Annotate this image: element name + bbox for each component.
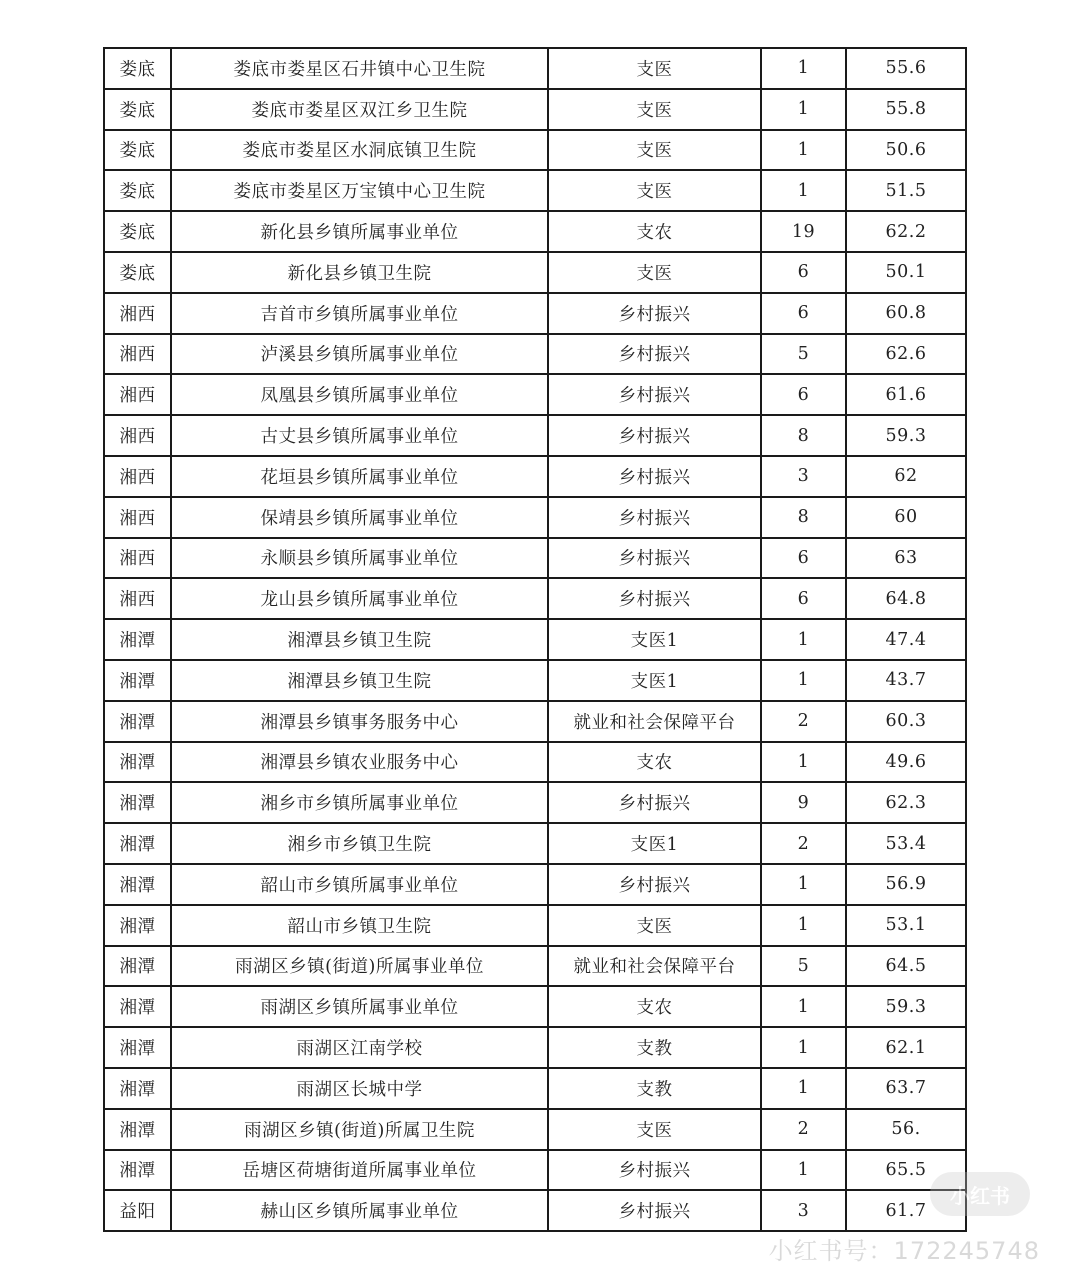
region-cell: 湘潭 bbox=[104, 864, 171, 905]
region-cell: 湘潭 bbox=[104, 1027, 171, 1068]
count-cell: 8 bbox=[761, 415, 846, 456]
score-cell: 62.2 bbox=[846, 211, 966, 252]
position-cell: 支医 bbox=[548, 130, 761, 171]
position-cell: 乡村振兴 bbox=[548, 864, 761, 905]
table-row bbox=[104, 293, 966, 334]
region-cell: 湘潭 bbox=[104, 905, 171, 946]
region-cell: 益阳 bbox=[104, 1190, 171, 1231]
region-cell: 湘潭 bbox=[104, 701, 171, 742]
unit-cell: 吉首市乡镇所属事业单位 bbox=[171, 293, 548, 334]
unit-cell: 娄底市娄星区万宝镇中心卫生院 bbox=[171, 170, 548, 211]
position-cell: 支农 bbox=[548, 742, 761, 783]
unit-cell: 湘潭县乡镇农业服务中心 bbox=[171, 742, 548, 783]
unit-cell: 韶山市乡镇所属事业单位 bbox=[171, 864, 548, 905]
count-cell: 6 bbox=[761, 578, 846, 619]
region-cell: 娄底 bbox=[104, 252, 171, 293]
score-cell: 56.9 bbox=[846, 864, 966, 905]
unit-cell: 新化县乡镇所属事业单位 bbox=[171, 211, 548, 252]
table-row bbox=[104, 211, 966, 252]
count-cell: 8 bbox=[761, 497, 846, 538]
score-cell: 50.1 bbox=[846, 252, 966, 293]
count-cell: 1 bbox=[761, 89, 846, 130]
unit-cell: 花垣县乡镇所属事业单位 bbox=[171, 456, 548, 497]
count-cell: 3 bbox=[761, 456, 846, 497]
count-cell: 6 bbox=[761, 293, 846, 334]
table-row bbox=[104, 578, 966, 619]
table-row bbox=[104, 1190, 966, 1231]
score-cell: 59.3 bbox=[846, 986, 966, 1027]
table-row bbox=[104, 48, 966, 89]
count-cell: 1 bbox=[761, 1027, 846, 1068]
score-cell: 60.3 bbox=[846, 701, 966, 742]
count-cell: 1 bbox=[761, 1068, 846, 1109]
position-cell: 乡村振兴 bbox=[548, 538, 761, 579]
region-cell: 娄底 bbox=[104, 48, 171, 89]
table-row bbox=[104, 782, 966, 823]
position-cell: 乡村振兴 bbox=[548, 415, 761, 456]
region-cell: 湘潭 bbox=[104, 946, 171, 987]
unit-cell: 古丈县乡镇所属事业单位 bbox=[171, 415, 548, 456]
table-row bbox=[104, 823, 966, 864]
count-cell: 2 bbox=[761, 823, 846, 864]
table-row bbox=[104, 1068, 966, 1109]
region-cell: 湘潭 bbox=[104, 742, 171, 783]
table-row bbox=[104, 1027, 966, 1068]
score-cell: 51.5 bbox=[846, 170, 966, 211]
position-cell: 乡村振兴 bbox=[548, 1150, 761, 1191]
region-cell: 湘西 bbox=[104, 538, 171, 579]
table-row bbox=[104, 252, 966, 293]
position-cell: 乡村振兴 bbox=[548, 497, 761, 538]
count-cell: 2 bbox=[761, 1109, 846, 1150]
count-cell: 1 bbox=[761, 170, 846, 211]
unit-cell: 新化县乡镇卫生院 bbox=[171, 252, 548, 293]
region-cell: 娄底 bbox=[104, 130, 171, 171]
table-row bbox=[104, 374, 966, 415]
results-table-body bbox=[104, 48, 966, 1231]
position-cell: 支教 bbox=[548, 1068, 761, 1109]
count-cell: 1 bbox=[761, 905, 846, 946]
table-row bbox=[104, 946, 966, 987]
position-cell: 乡村振兴 bbox=[548, 334, 761, 375]
region-cell: 娄底 bbox=[104, 170, 171, 211]
count-cell: 1 bbox=[761, 864, 846, 905]
position-cell: 支医 bbox=[548, 89, 761, 130]
table-row bbox=[104, 619, 966, 660]
count-cell: 9 bbox=[761, 782, 846, 823]
table-row bbox=[104, 986, 966, 1027]
table-row bbox=[104, 1150, 966, 1191]
results-table bbox=[103, 47, 967, 1232]
score-cell: 60.8 bbox=[846, 293, 966, 334]
position-cell: 支医1 bbox=[548, 619, 761, 660]
table-row bbox=[104, 89, 966, 130]
region-cell: 湘西 bbox=[104, 456, 171, 497]
score-cell: 61.6 bbox=[846, 374, 966, 415]
unit-cell: 赫山区乡镇所属事业单位 bbox=[171, 1190, 548, 1231]
count-cell: 1 bbox=[761, 1150, 846, 1191]
unit-cell: 娄底市娄星区水洞底镇卫生院 bbox=[171, 130, 548, 171]
count-cell: 3 bbox=[761, 1190, 846, 1231]
score-cell: 63.7 bbox=[846, 1068, 966, 1109]
score-cell: 59.3 bbox=[846, 415, 966, 456]
position-cell: 支医1 bbox=[548, 823, 761, 864]
position-cell: 支医 bbox=[548, 48, 761, 89]
table-row bbox=[104, 334, 966, 375]
position-cell: 支农 bbox=[548, 986, 761, 1027]
unit-cell: 湘乡市乡镇卫生院 bbox=[171, 823, 548, 864]
region-cell: 湘潭 bbox=[104, 986, 171, 1027]
position-cell: 乡村振兴 bbox=[548, 374, 761, 415]
region-cell: 湘潭 bbox=[104, 823, 171, 864]
count-cell: 1 bbox=[761, 48, 846, 89]
position-cell: 乡村振兴 bbox=[548, 782, 761, 823]
position-cell: 乡村振兴 bbox=[548, 1190, 761, 1231]
unit-cell: 湘乡市乡镇所属事业单位 bbox=[171, 782, 548, 823]
region-cell: 湘潭 bbox=[104, 1068, 171, 1109]
watermark-text: 小红书号：172245748 bbox=[768, 1237, 1040, 1265]
table-row bbox=[104, 742, 966, 783]
region-cell: 湘西 bbox=[104, 578, 171, 619]
unit-cell: 保靖县乡镇所属事业单位 bbox=[171, 497, 548, 538]
region-cell: 湘西 bbox=[104, 497, 171, 538]
score-cell: 56. bbox=[846, 1109, 966, 1150]
score-cell: 50.6 bbox=[846, 130, 966, 171]
score-cell: 53.4 bbox=[846, 823, 966, 864]
unit-cell: 雨湖区乡镇(街道)所属卫生院 bbox=[171, 1109, 548, 1150]
region-cell: 湘潭 bbox=[104, 782, 171, 823]
table-row bbox=[104, 170, 966, 211]
unit-cell: 雨湖区乡镇(街道)所属事业单位 bbox=[171, 946, 548, 987]
position-cell: 支医 bbox=[548, 1109, 761, 1150]
score-cell: 47.4 bbox=[846, 619, 966, 660]
table-row bbox=[104, 660, 966, 701]
table-row bbox=[104, 1109, 966, 1150]
score-cell: 61.7 bbox=[846, 1190, 966, 1231]
unit-cell: 雨湖区长城中学 bbox=[171, 1068, 548, 1109]
region-cell: 湘西 bbox=[104, 415, 171, 456]
count-cell: 2 bbox=[761, 701, 846, 742]
count-cell: 6 bbox=[761, 252, 846, 293]
region-cell: 湘潭 bbox=[104, 619, 171, 660]
score-cell: 60 bbox=[846, 497, 966, 538]
count-cell: 6 bbox=[761, 374, 846, 415]
score-cell: 62.1 bbox=[846, 1027, 966, 1068]
position-cell: 支农 bbox=[548, 211, 761, 252]
unit-cell: 凤凰县乡镇所属事业单位 bbox=[171, 374, 548, 415]
position-cell: 就业和社会保障平台 bbox=[548, 946, 761, 987]
score-cell: 65.5 bbox=[846, 1150, 966, 1191]
unit-cell: 雨湖区乡镇所属事业单位 bbox=[171, 986, 548, 1027]
region-cell: 湘西 bbox=[104, 334, 171, 375]
table-row bbox=[104, 701, 966, 742]
unit-cell: 娄底市娄星区双江乡卫生院 bbox=[171, 89, 548, 130]
table-row bbox=[104, 905, 966, 946]
count-cell: 5 bbox=[761, 334, 846, 375]
table-row bbox=[104, 497, 966, 538]
score-cell: 53.1 bbox=[846, 905, 966, 946]
count-cell: 1 bbox=[761, 986, 846, 1027]
score-cell: 64.8 bbox=[846, 578, 966, 619]
count-cell: 1 bbox=[761, 742, 846, 783]
count-cell: 6 bbox=[761, 538, 846, 579]
position-cell: 支医1 bbox=[548, 660, 761, 701]
region-cell: 湘西 bbox=[104, 374, 171, 415]
count-cell: 5 bbox=[761, 946, 846, 987]
table-row bbox=[104, 456, 966, 497]
document-table-container bbox=[103, 47, 965, 1232]
unit-cell: 娄底市娄星区石井镇中心卫生院 bbox=[171, 48, 548, 89]
score-cell: 55.6 bbox=[846, 48, 966, 89]
position-cell: 支医 bbox=[548, 170, 761, 211]
unit-cell: 湘潭县乡镇事务服务中心 bbox=[171, 701, 548, 742]
count-cell: 1 bbox=[761, 619, 846, 660]
watermark-logo: 小红书 bbox=[930, 1172, 1030, 1216]
score-cell: 43.7 bbox=[846, 660, 966, 701]
unit-cell: 雨湖区江南学校 bbox=[171, 1027, 548, 1068]
score-cell: 49.6 bbox=[846, 742, 966, 783]
region-cell: 湘潭 bbox=[104, 1109, 171, 1150]
score-cell: 62.6 bbox=[846, 334, 966, 375]
region-cell: 湘潭 bbox=[104, 660, 171, 701]
table-row bbox=[104, 864, 966, 905]
score-cell: 62.3 bbox=[846, 782, 966, 823]
count-cell: 19 bbox=[761, 211, 846, 252]
unit-cell: 泸溪县乡镇所属事业单位 bbox=[171, 334, 548, 375]
unit-cell: 永顺县乡镇所属事业单位 bbox=[171, 538, 548, 579]
position-cell: 乡村振兴 bbox=[548, 578, 761, 619]
unit-cell: 韶山市乡镇卫生院 bbox=[171, 905, 548, 946]
position-cell: 乡村振兴 bbox=[548, 293, 761, 334]
count-cell: 1 bbox=[761, 130, 846, 171]
table-row bbox=[104, 415, 966, 456]
unit-cell: 龙山县乡镇所属事业单位 bbox=[171, 578, 548, 619]
score-cell: 63 bbox=[846, 538, 966, 579]
score-cell: 62 bbox=[846, 456, 966, 497]
position-cell: 乡村振兴 bbox=[548, 456, 761, 497]
position-cell: 支医 bbox=[548, 905, 761, 946]
table-row bbox=[104, 130, 966, 171]
position-cell: 支医 bbox=[548, 252, 761, 293]
score-cell: 55.8 bbox=[846, 89, 966, 130]
table-row bbox=[104, 538, 966, 579]
region-cell: 娄底 bbox=[104, 89, 171, 130]
region-cell: 湘西 bbox=[104, 293, 171, 334]
score-cell: 64.5 bbox=[846, 946, 966, 987]
count-cell: 1 bbox=[761, 660, 846, 701]
region-cell: 娄底 bbox=[104, 211, 171, 252]
region-cell: 湘潭 bbox=[104, 1150, 171, 1191]
position-cell: 支教 bbox=[548, 1027, 761, 1068]
unit-cell: 岳塘区荷塘街道所属事业单位 bbox=[171, 1150, 548, 1191]
position-cell: 就业和社会保障平台 bbox=[548, 701, 761, 742]
unit-cell: 湘潭县乡镇卫生院 bbox=[171, 619, 548, 660]
unit-cell: 湘潭县乡镇卫生院 bbox=[171, 660, 548, 701]
